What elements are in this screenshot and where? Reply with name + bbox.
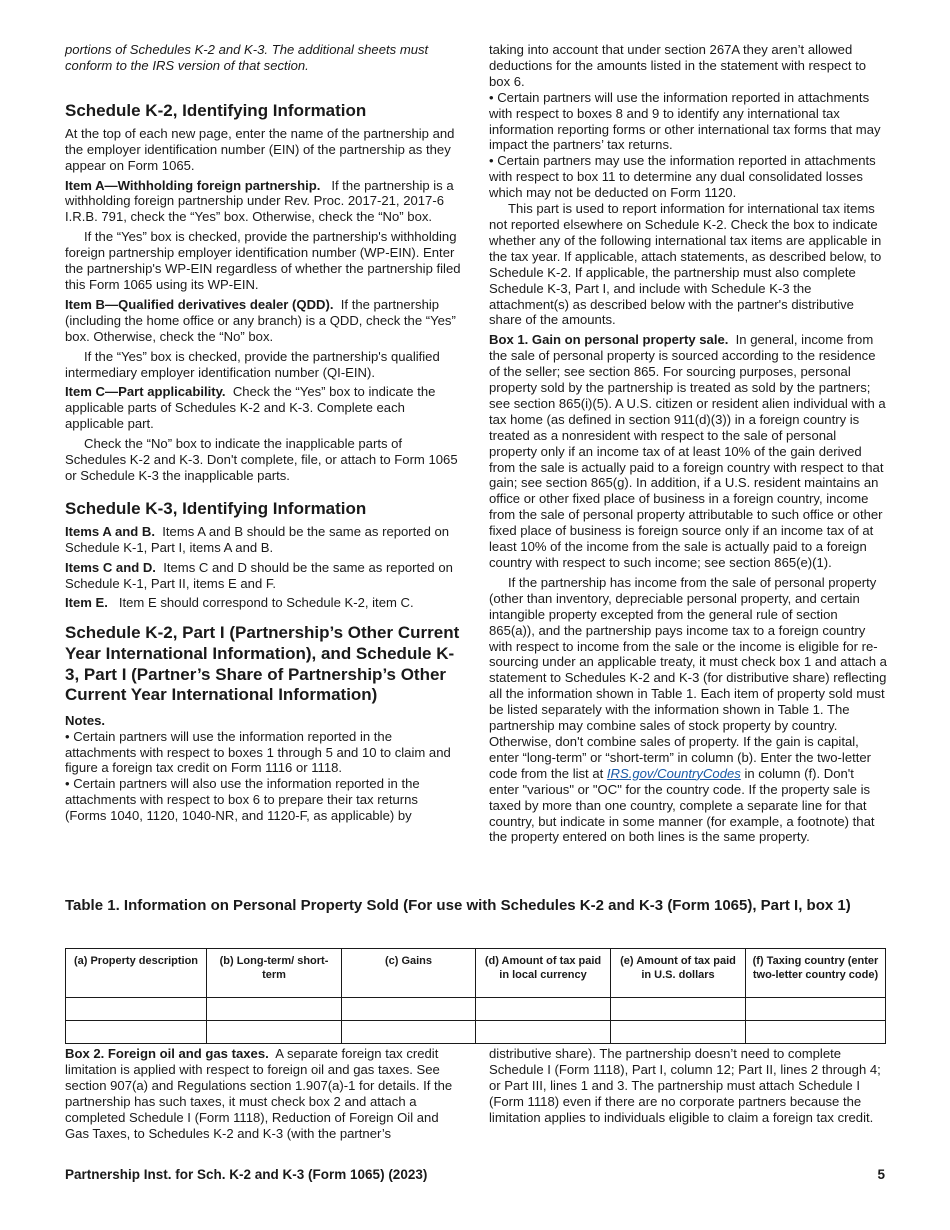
col-tax-local-currency: (d) Amount of tax paid in local currency xyxy=(476,949,611,998)
table-cell xyxy=(611,998,746,1021)
table-cell xyxy=(746,998,886,1021)
note-4: • Certain partners may use the information reported in attachments with respect to box 11 to determine any dual consolidated losses which may not be deducted on Form 1120. xyxy=(489,153,876,201)
table-header-row xyxy=(66,949,886,998)
table-1-title: Table 1. Information on Personal Property Sold (For use with Schedules K-2 and K-3 (Form 1065), Part I, box 1) xyxy=(65,897,851,914)
col-property-description: (a) Property description xyxy=(66,949,207,998)
box-2-left xyxy=(65,1046,463,1145)
table-cell xyxy=(342,1021,476,1044)
col-long-short-term: (b) Long-term/ short-term xyxy=(207,949,342,998)
k2-identifying-heading: Schedule K-2, Identifying Information xyxy=(65,100,367,120)
note-3: • Certain partners will use the information reported in attachments with respect to boxes 8 and 9 to identify any international tax information reporting forms or other international tax forms that may impact the partners’ tax returns. xyxy=(489,89,881,153)
notes-title: Notes. xyxy=(65,712,106,728)
col-tax-usd: (e) Amount of tax paid in U.S. dollars xyxy=(611,949,746,998)
item-b: Item B—Qualified derivatives dealer (QDD). If the partnership (including the home office or any branch) is a QDD, check the “Yes” box. Otherwise, check the “No” box. xyxy=(65,296,456,344)
box-1: Box 1. Gain on personal property sale. In general, income from the sale of personal property is sourced according to the residence of the seller; see section 865. For sourcing purposes, personal property sold by the partnership is treated as sold by the partners; see section 865(i)(5). A U.S. citizen or resident alien individual with a tax home (as defined in section 911(d)(3)) in a foreign country is treated as a nonresident with respect to the sale of personal property only if an income tax of at least 10% of the gain derived from the sale is actually paid to a foreign country with respect to that gain; see section 865(g). In addition, if a U.S. resident maintains an office or other fixed place of business in a foreign country, income from the sale of personal property attributable to such office or other fixed place of business is foreign source only if an income tax of at least 10% of the income from the sale is actually paid to a foreign country with respect to such income; see section 865(e)(1). xyxy=(489,332,886,570)
col-taxing-country: (f) Taxing country (enter two-letter country code) xyxy=(746,949,886,998)
table-cell xyxy=(476,1021,611,1044)
item-a: Item A—Withholding foreign partnership. If the partnership is a withholding foreign partnership under Rev. Proc. 2017-21, 2017-6 I.R.B. 791, check the “Yes” box. Otherwise, check the “No” box. xyxy=(65,177,454,225)
table-row xyxy=(66,998,886,1021)
k3-identifying-heading: Schedule K-3, Identifying Information xyxy=(65,498,367,518)
note-2-continued: taking into account that under section 267A they aren’t allowed deductions for the amounts listed in the statement with respect to box 6. xyxy=(489,42,867,89)
item-e: Item E. Item E should correspond to Schedule K-2, item C. xyxy=(65,595,414,611)
table-cell xyxy=(207,998,342,1021)
page-number: 5 xyxy=(877,1167,885,1182)
box-1-statement: If the partnership has income from the sale of personal property (other than inventory, depreciable personal property, and certain intangible property excepted from the general rule of section 865(a)), and the partnership pays income tax to a foreign country with respect to income from the sale or the income is eligible for re-sourcing under an applicable treaty, it must check box 1 and attach a statement to Schedules K-2 and K-3 (for distributive share) reflecting all the information shown in Table 1. Each item of property sold must be listed separately with the information shown in Table 1. The partnership may combine sales of stock property by country. Otherwise, don't combine sales of property. If the gain is capital, enter “long-term” or “short-term” in column (b). Enter the two-letter code from the list at IRS.gov/CountryCodes in column (f). Don't enter "various" or "OC" for the country code. If the property sale is taxed by more than one country, complete a separate line for that country, but indicate in some manner (for example, a footnote) that the property entered on both lines is the same property. xyxy=(489,574,887,845)
table-cell xyxy=(66,1021,207,1044)
box-2: Box 2. Foreign oil and gas taxes. A separate foreign tax credit limitation is applied with respect to foreign oil and gas taxes. See section 907(a) and Regulations section 1.907(a)-1 for details. If the partnership has such taxes, it must check box 2 and attach a completed Schedule I (Form 1118), Reduction of Foreign Oil and Gas Taxes, to Schedules K-2 and K-3 (with the partner’s xyxy=(65,1046,453,1141)
box-2-right xyxy=(489,1046,887,1130)
box-2-continued: distributive share). The partnership doesn’t need to complete Schedule I (Form 1118), Part I, column 12; Part II, lines 2 through 4; or Part III, lines 1 and 3. The partnership must attach Schedule I (Form 1118) even if there are no corporate partners because the limitation applies to individuals eligible to claim a foreign tax credit. xyxy=(489,1046,881,1125)
table-cell xyxy=(342,998,476,1021)
intro-text: portions of Schedules K-2 and K-3. The additional sheets must conform to the IRS version of that section. xyxy=(65,42,429,73)
table-1 xyxy=(65,948,886,1044)
table-cell xyxy=(207,1021,342,1044)
table-row xyxy=(66,1021,886,1044)
item-c: Item C—Part applicability. Check the “Yes” box to indicate the applicable parts of Schedules K-2 and K-3. Complete each applicable part. xyxy=(65,384,436,432)
note-1: • Certain partners will use the information reported in the attachments with respect to boxes 1 through 5 and 10 to claim and figure a foreign tax credit on Form 1116 or 1118. xyxy=(65,728,451,776)
table-cell xyxy=(611,1021,746,1044)
part-description: This part is used to report information for international tax items not reported elsewhere on Schedule K-2. Check the box to indicate whether any of the following international tax items are applicable in the tax year. If applicable, attach statements, as described below, to Schedule K-2. If applicable, the partnership must also complete Schedule K-3, Part I, and include with Schedule K-3 the attachment(s) as described below with the partner's distributive share of the amounts. xyxy=(489,201,882,328)
footer-title: Partnership Inst. for Sch. K-2 and K-3 (Form 1065) (2023) xyxy=(65,1167,428,1182)
table-cell xyxy=(476,998,611,1021)
item-b-qi-ein: If the “Yes” box is checked, provide the partnership's qualified intermediary employer identification number (QI-EIN). xyxy=(65,348,440,380)
items-c-d: Items C and D. Items C and D should be the same as reported on Schedule K-1, Part II, items E and F. xyxy=(65,559,453,591)
items-a-b: Items A and B. Items A and B should be the same as reported on Schedule K-1, Part I, items A and B. xyxy=(65,523,450,555)
table-cell xyxy=(746,1021,886,1044)
right-column xyxy=(489,42,887,849)
table-cell xyxy=(66,998,207,1021)
item-c-no-box: Check the “No” box to indicate the inapplicable parts of Schedules K-2 and K-3. Don't complete, file, or attach to Form 1065 or Schedule K-3 the inapplicable parts. xyxy=(65,436,458,483)
col-gains: (c) Gains xyxy=(342,949,476,998)
country-codes-link[interactable]: IRS.gov/CountryCodes xyxy=(606,765,741,781)
note-2: • Certain partners will also use the information reported in the attachments with respect to box 6 to prepare their tax returns (Forms 1040, 1120, 1040-NR, and 1120-F, as applicable) by xyxy=(65,776,420,824)
item-a-wp-ein: If the “Yes” box is checked, provide the partnership's withholding foreign partnership employer identification number (WP-EIN). Enter the partnership's WP-EIN regardless of whether the partnership filed this Form 1065 using its WP-EIN. xyxy=(65,229,461,292)
part1-heading: Schedule K-2, Part I (Partnership’s Other Current Year International Information), and Schedule K-3, Part I (Partner’s Share of Partnership’s Other Current Year International Information) xyxy=(65,623,460,705)
left-column xyxy=(65,42,463,824)
k2-intro: At the top of each new page, enter the name of the partnership and the employer identification number (EIN) of the partnership as they appear on Form 1065. xyxy=(65,125,455,173)
page-footer xyxy=(65,1167,885,1183)
